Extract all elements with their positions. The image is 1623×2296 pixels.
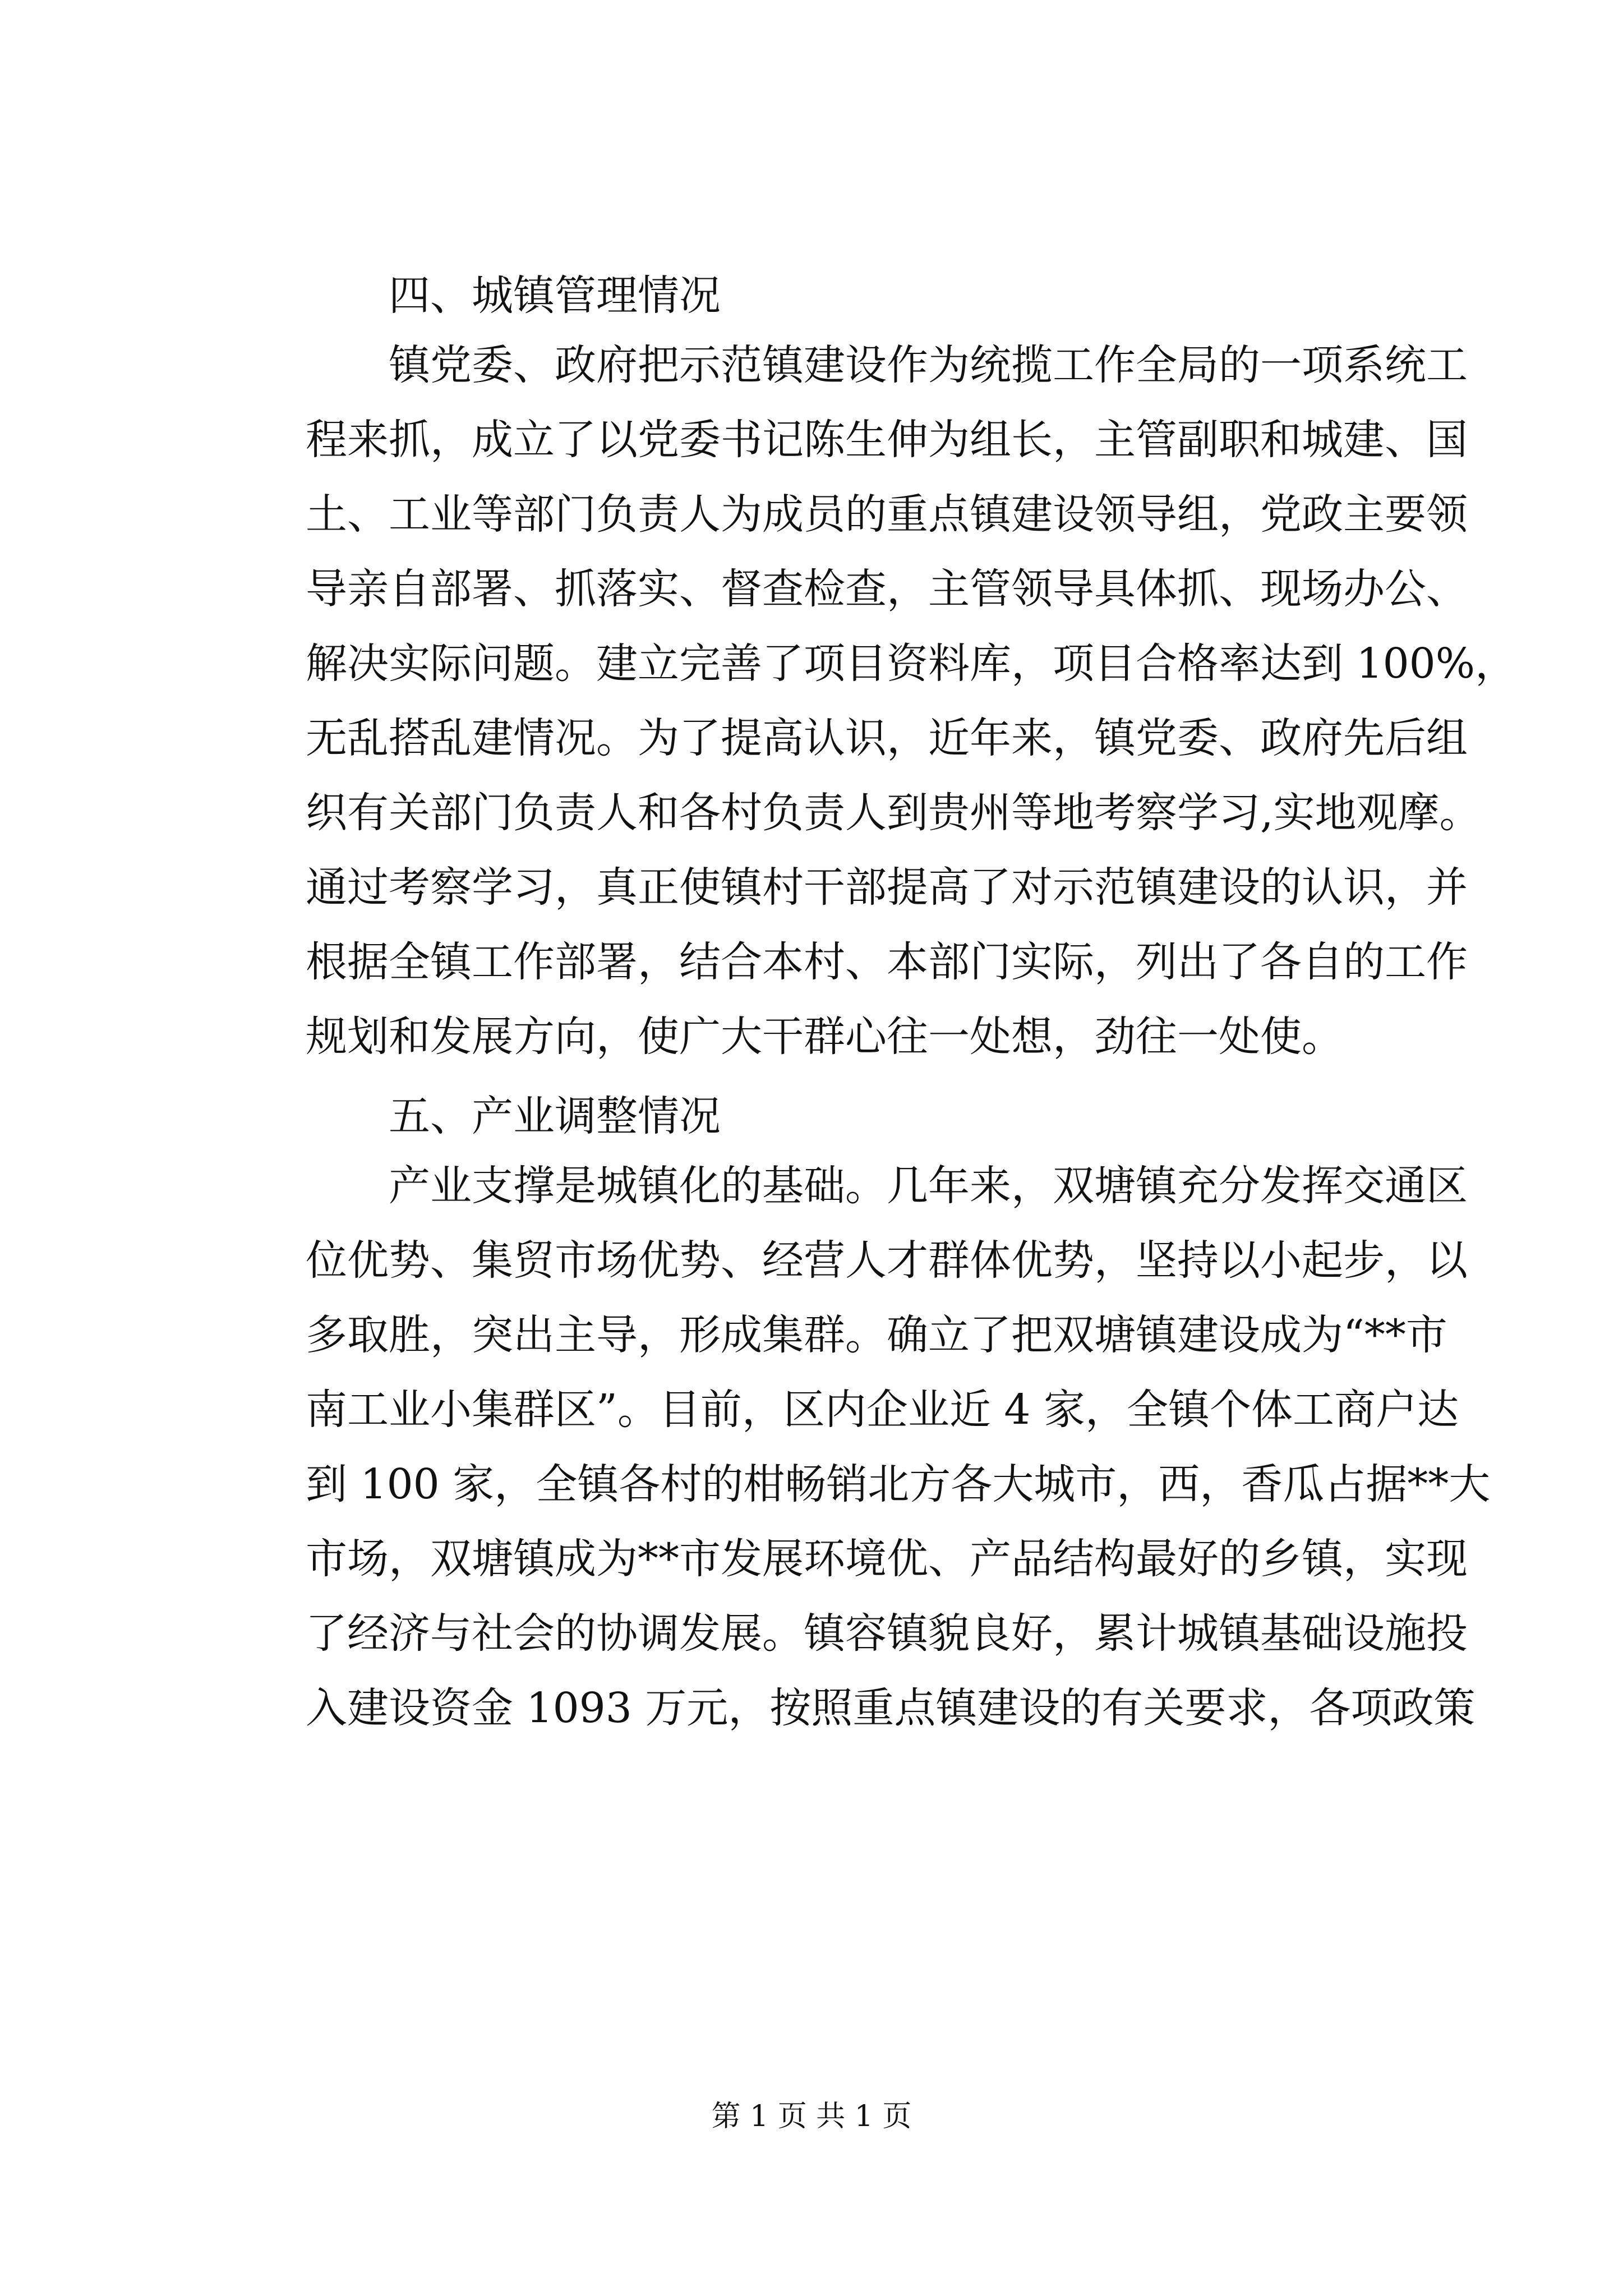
section-5-paragraph bbox=[306, 1149, 1491, 1746]
text-line: 市场，双塘镇成为**市发展环境优、产品结构最好的乡镇，实现 bbox=[306, 1535, 1468, 1583]
text-line: 无乱搭乱建情况。为了提高认识，近年来，镇党委、政府先后组 bbox=[306, 714, 1468, 762]
text-line: 程来抓，成立了以党委书记陈生伸为组长，主管副职和城建、国 bbox=[306, 416, 1468, 464]
text-line: 南工业小集群区”。目前，区内企业近 4 家，全镇个体工商户达 bbox=[306, 1386, 1459, 1434]
text-line: 根据全镇工作部署，结合本村、本部门实际，列出了各自的工作 bbox=[306, 938, 1468, 986]
text-line: 产业支撑是城镇化的基础。几年来，双塘镇充分发挥交通区 bbox=[389, 1162, 1468, 1210]
text-line: 入建设资金 1093 万元，按照重点镇建设的有关要求，各项政策 bbox=[306, 1684, 1476, 1732]
text-line: 多取胜，突出主导，形成集群。确立了把双塘镇建设成为“**市 bbox=[306, 1311, 1447, 1359]
text-line: 导亲自部署、抓落实、督查检查，主管领导具体抓、现场办公、 bbox=[306, 565, 1468, 613]
page-number-footer: 第 1 页 共 1 页 bbox=[711, 2100, 912, 2133]
text-line: 解决实际问题。建立完善了项目资料库，项目合格率达到 100%， bbox=[306, 639, 1517, 688]
text-line: 镇党委、政府把示范镇建设作为统揽工作全局的一项系统工 bbox=[389, 341, 1468, 389]
text-line: 通过考察学习，真正使镇村干部提高了对示范镇建设的认识，并 bbox=[306, 863, 1468, 912]
section-heading-5: 五、产业调整情况 bbox=[389, 1092, 721, 1140]
text-line: 织有关部门负责人和各村负责人到贵州等地考察学习,实地观摩。 bbox=[306, 789, 1481, 837]
text-line: 了经济与社会的协调发展。镇容镇貌良好，累计城镇基础设施投 bbox=[306, 1609, 1468, 1658]
section-4-paragraph bbox=[306, 328, 1517, 1074]
text-line: 土、工业等部门负责人为成员的重点镇建设领导组，党政主要领 bbox=[306, 490, 1468, 539]
document-body bbox=[306, 264, 1517, 1746]
text-line: 位优势、集贸市场优势、经营人才群体优势，坚持以小起步，以 bbox=[306, 1236, 1468, 1285]
text-line: 到 100 家，全镇各村的柑畅销北方各大城市，西，香瓜占据**大 bbox=[306, 1460, 1491, 1508]
text-line: 规划和发展方向，使广大干群心往一处想，劲往一处使。 bbox=[306, 1013, 1343, 1061]
section-heading-4: 四、城镇管理情况 bbox=[389, 272, 721, 320]
